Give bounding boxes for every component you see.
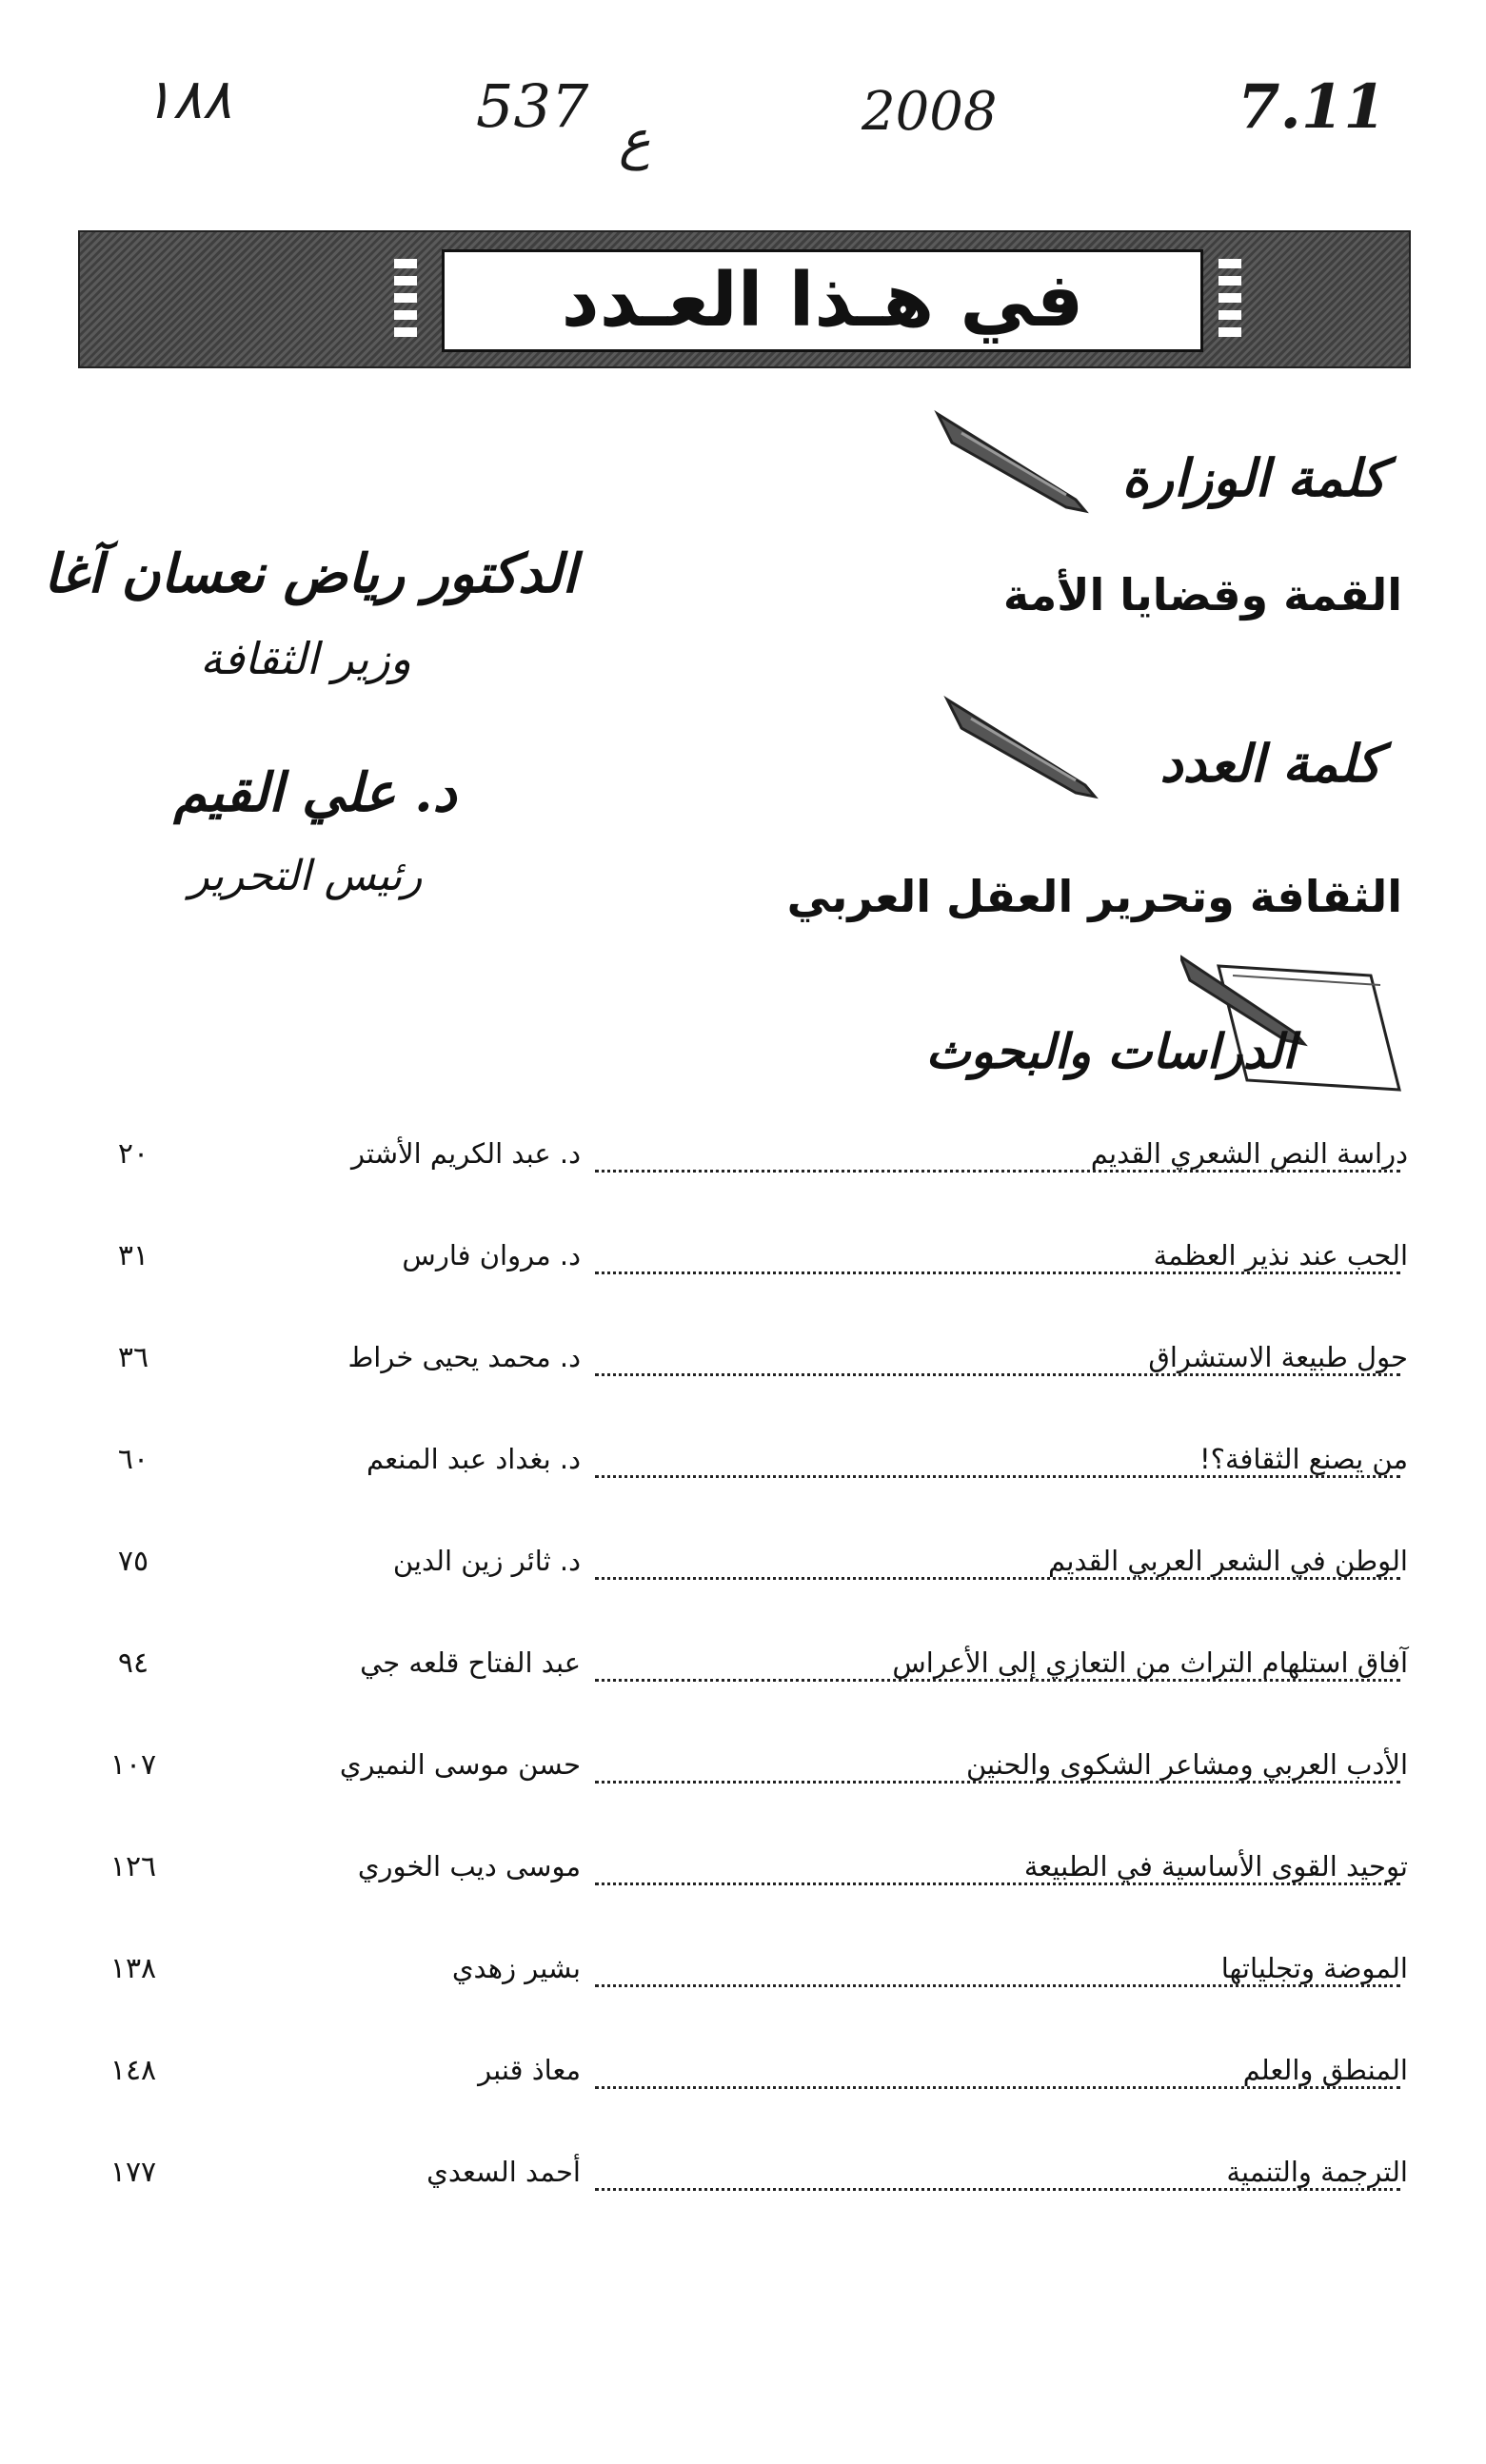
studies-heading: الدراسات والبحوث	[925, 1023, 1296, 1079]
toc-dot-leader	[595, 2188, 1400, 2191]
ministry-article-title: القمة وقضايا الأمة	[1002, 569, 1402, 621]
toc-entry-author: د. محمد يحيى خراط	[347, 1341, 586, 1373]
toc-entry-title: الموضة وتجلياتها	[1218, 1952, 1408, 1984]
toc-dot-leader	[595, 1781, 1400, 1784]
toc-entry-author: د. عبد الكريم الأشتر	[351, 1137, 586, 1170]
toc-entry-title: الوطن في الشعر العربي القديم	[1044, 1545, 1408, 1577]
ministry-word-heading: كلمة الوزارة	[1121, 447, 1386, 508]
toc-entry-page: ١٢٦	[109, 1850, 157, 1883]
toc-entry	[0, 2054, 1486, 2111]
toc-entry	[0, 1341, 1486, 1398]
quill-pen-icon	[933, 404, 1095, 519]
toc-entry	[0, 1443, 1486, 1500]
toc-entry	[0, 1239, 1486, 1296]
handwritten-letter: ع	[619, 109, 651, 171]
toc-entry	[0, 2156, 1486, 2213]
editor-role: رئيس التحرير	[188, 852, 423, 900]
toc-entry-page: ٣٦	[117, 1341, 149, 1374]
toc-entry-page: ٧٥	[117, 1545, 149, 1578]
toc-entry	[0, 1748, 1486, 1805]
toc-dot-leader	[595, 1984, 1400, 1987]
quill-pen-icon	[942, 690, 1104, 804]
toc-entry-author: معاذ قنبر	[478, 2054, 586, 2086]
handwritten-number: 537	[476, 71, 589, 141]
toc-entry-title: الترجمة والتنمية	[1222, 2156, 1408, 2188]
toc-dot-leader	[595, 1271, 1400, 1274]
toc-entry-title: الحب عند نذير العظمة	[1150, 1239, 1408, 1271]
toc-entry-page: ١٠٧	[109, 1748, 157, 1782]
toc-entry-author: د. مروان فارس	[402, 1239, 586, 1271]
toc-dot-leader	[595, 1577, 1400, 1580]
toc-entry-title: الأدب العربي ومشاعر الشكوى والحنين	[962, 1748, 1408, 1781]
toc-entry-title: المنطق والعلم	[1239, 2054, 1408, 2086]
toc-dot-leader	[595, 1679, 1400, 1682]
handwritten-note-right: 7.11	[1238, 71, 1386, 143]
toc-entry-page: ١٣٨	[109, 1952, 157, 1985]
toc-dot-leader	[595, 1475, 1400, 1478]
toc-entry-page: ٢٠	[117, 1137, 149, 1171]
handwritten-note-left: ۱۸۸	[143, 67, 232, 131]
toc-entry	[0, 1545, 1486, 1602]
toc-entry-title: توحيد القوى الأساسية في الطبيعة	[1020, 1850, 1408, 1882]
handwritten-year: 2008	[862, 81, 998, 143]
toc-dot-leader	[595, 1170, 1400, 1173]
banner-title-box	[442, 249, 1203, 352]
minister-role: وزير الثقافة	[200, 633, 411, 684]
editor-name: د. علي القيم	[173, 761, 457, 824]
banner-ornament-left	[394, 259, 417, 345]
toc-entry-page: ٣١	[117, 1239, 149, 1272]
banner-ornament-right	[1219, 259, 1241, 345]
toc-entry	[0, 1850, 1486, 1907]
banner-title: في هـذا العـدد	[561, 258, 1084, 344]
minister-name: الدكتور رياض نعسان آغا	[43, 542, 578, 605]
toc-entry-author: حسن موسى النميري	[340, 1748, 586, 1781]
toc-dot-leader	[595, 1882, 1400, 1885]
toc-entry-author: أحمد السعدي	[426, 2156, 586, 2188]
toc-dot-leader	[595, 2086, 1400, 2089]
toc-entry-author: د. ثائر زين الدين	[393, 1545, 586, 1577]
toc-entry-page: ٦٠	[117, 1443, 149, 1476]
toc-entry-title: من يصنع الثقافة؟!	[1196, 1443, 1408, 1475]
toc-entry-author: عبد الفتاح قلعه جي	[360, 1646, 586, 1679]
issue-article-title: الثقافة وتحرير العقل العربي	[786, 871, 1402, 922]
toc-entry-title: آفاق استلهام التراث من التعازي إلى الأعراس	[888, 1646, 1408, 1679]
toc-entry-page: ٩٤	[117, 1646, 149, 1680]
toc-entry	[0, 1137, 1486, 1194]
toc-entry-page: ١٤٨	[109, 2054, 157, 2087]
toc-entry-author: موسى ديب الخوري	[358, 1850, 586, 1882]
toc-entry-title: دراسة النص الشعري القديم	[1087, 1137, 1408, 1170]
header-banner	[78, 230, 1411, 368]
issue-word-heading: كلمة العدد	[1159, 733, 1381, 794]
toc-dot-leader	[595, 1373, 1400, 1376]
toc-entry-author: د. بغداد عبد المنعم	[367, 1443, 586, 1475]
toc-entry-author: بشير زهدي	[452, 1952, 586, 1984]
toc-entry	[0, 1646, 1486, 1704]
toc-entry-title: حول طبيعة الاستشراق	[1144, 1341, 1408, 1373]
toc-entry	[0, 1952, 1486, 2009]
toc-entry-page: ١٧٧	[109, 2156, 157, 2189]
